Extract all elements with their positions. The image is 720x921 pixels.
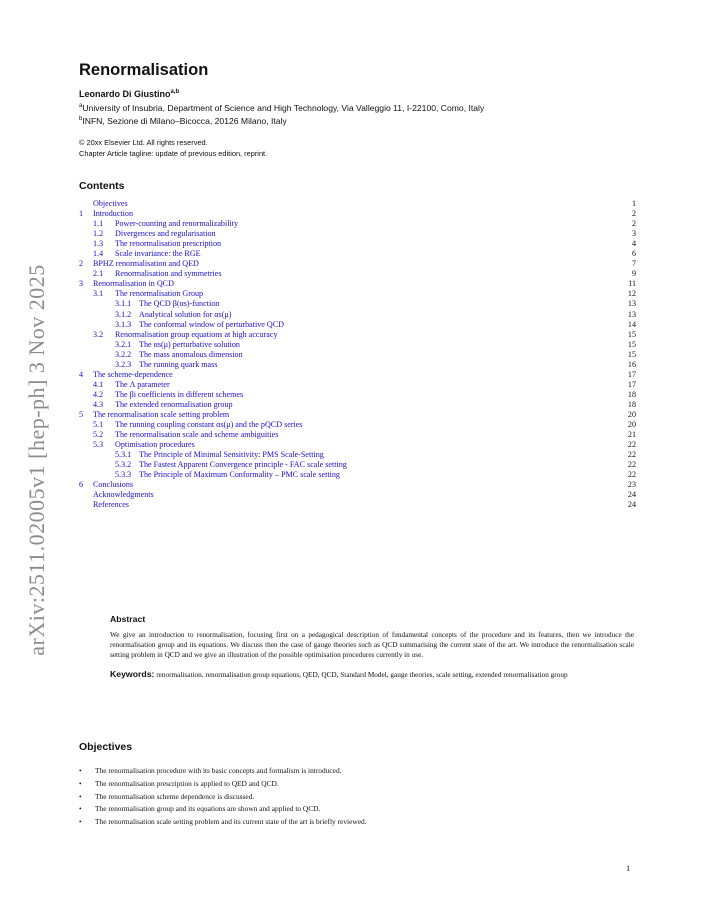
toc-entry-link[interactable]: The renormalisation scale setting problem [93,409,230,419]
toc-entry-page: 15 [627,329,636,339]
toc-entry-page: 23 [627,480,636,490]
toc-entry-link[interactable]: The QCD β(αs)-function [139,299,220,309]
toc-entry-number: 3.1.2 [115,309,132,319]
toc-entry-number: 1.1 [93,219,104,229]
objectives-heading: Objectives [79,741,133,753]
toc-entry[interactable] [79,229,636,239]
table-of-contents [79,199,636,510]
author-name: Leonardo Di Giustino [79,89,171,99]
toc-entry-page: 14 [627,319,636,329]
toc-entry[interactable] [79,330,636,340]
toc-entry-link[interactable]: The mass anomalous dimension [139,349,243,359]
toc-entry-page: 20 [627,409,636,419]
objective-item [79,791,639,804]
keywords-label: Keywords: [110,668,155,679]
toc-entry[interactable] [79,440,636,450]
toc-entry-link[interactable]: The renormalisation prescription [115,239,222,249]
toc-entry[interactable] [79,370,636,380]
affiliation-b [79,114,639,127]
toc-entry[interactable] [79,310,636,320]
toc-entry-page: 13 [627,299,636,309]
toc-entry-page: 22 [627,450,636,460]
toc-entry-page: 6 [631,249,636,259]
toc-entry-number: 4 [79,369,84,379]
toc-entry-link[interactable]: BPHZ renormalisation and QED [93,259,199,269]
toc-entry[interactable] [79,500,636,510]
toc-entry-link[interactable]: Renormalisation and symmetries [115,269,222,279]
toc-entry[interactable] [79,400,636,410]
keywords-text: renormalisation, renormalisation group equations, QED, QCD, Standard Model, gauge theories, scale setting, extended renormalisation group [156,670,568,679]
toc-entry-link[interactable]: The Principle of Maximum Conformality – PMC scale setting [139,470,340,480]
toc-entry-number: 4.3 [93,399,104,409]
toc-entry-number: 6 [79,480,84,490]
toc-entry-number: 5.1 [93,420,104,430]
toc-entry-page: 22 [627,460,636,470]
toc-entry[interactable] [79,390,636,400]
abstract-section [110,614,634,680]
toc-entry-page: 17 [627,369,636,379]
toc-entry[interactable] [79,199,636,209]
toc-entry-page: 2 [631,209,636,219]
toc-entry-link[interactable]: Analytical solution for αs(μ) [139,309,232,319]
bullet-icon: • [79,791,82,801]
toc-entry-page: 3 [631,229,636,239]
toc-entry-link[interactable]: The Fastest Apparent Convergence principle - FAC scale setting [139,460,347,470]
toc-entry[interactable] [79,279,636,289]
toc-entry-link[interactable]: Acknowledgments [93,490,154,500]
toc-entry-number: 5.3 [93,440,104,450]
toc-entry-link[interactable]: The conformal window of perturbative QCD [139,319,284,329]
affiliation-mark: b [79,115,83,122]
toc-entry-page: 16 [627,359,636,369]
objective-text: The renormalisation scheme dependence is discussed. [95,791,255,801]
toc-entry-number: 5.2 [93,430,104,440]
toc-entry-page: 2 [631,219,636,229]
toc-entry-link[interactable]: Objectives [93,199,128,208]
toc-entry[interactable] [79,219,636,229]
toc-entry-page: 15 [627,339,636,349]
toc-entry-link[interactable]: Optimisation procedures [115,440,195,450]
objective-text: The renormalisation prescription is applied to QED and QCD. [95,778,279,788]
author-affiliation-marks: a,b [170,89,180,95]
copyright-notice: © 20xx Elsevier Ltd. All rights reserved. [79,137,208,147]
toc-entry-link[interactable]: The αs(μ) perturbative solution [139,339,240,349]
toc-entry-page: 22 [627,470,636,480]
objective-text: The renormalisation scale setting problem and its current state of the art is briefly reviewed. [95,817,367,827]
toc-entry-number: 3.2.2 [115,349,132,359]
toc-entry-link[interactable]: The extended renormalisation group [115,399,233,409]
toc-entry-page: 17 [627,379,636,389]
objective-item [79,803,639,816]
toc-entry-number: 1 [79,209,84,219]
affiliation-text: INFN, Sezione di Milano–Bicocca, 20126 Milano, Italy [82,115,287,126]
objectives-list [79,765,639,829]
toc-entry-number: 3.2 [93,329,104,339]
toc-entry[interactable] [79,320,636,330]
keywords-line [110,669,634,680]
toc-entry-link[interactable]: Renormalisation in QCD [93,279,174,289]
toc-entry-link[interactable]: The βi coefficients in different schemes [115,389,244,399]
toc-entry-number: 3.1.3 [115,319,132,329]
abstract-heading: Abstract [110,614,146,624]
toc-entry-number: 5.3.3 [115,470,132,480]
objective-text: The renormalisation group and its equations are shown and applied to QCD. [95,804,321,814]
toc-entry[interactable] [79,430,636,440]
toc-entry-link[interactable]: Conclusions [93,480,134,490]
bullet-icon: • [79,766,82,775]
bullet-icon: • [79,817,82,827]
paper-title: Renormalisation [79,61,209,79]
toc-entry-page: 4 [631,239,636,249]
toc-entry[interactable] [79,340,636,350]
toc-entry-page: 7 [631,259,636,269]
toc-entry[interactable] [79,249,636,259]
toc-entry-number: 3.2.1 [115,339,132,349]
objective-item [79,816,639,829]
toc-entry[interactable] [79,480,636,490]
toc-entry-link[interactable]: The renormalisation Group [115,289,204,299]
toc-entry[interactable] [79,420,636,430]
bullet-icon: • [79,804,82,814]
toc-entry[interactable] [79,269,636,279]
toc-entry[interactable] [79,239,636,249]
toc-entry[interactable] [79,360,636,370]
toc-entry-number: 3 [79,279,84,289]
toc-entry[interactable] [79,490,636,500]
contents-heading: Contents [79,180,125,192]
toc-entry-link[interactable]: Scale invariance: the RGE [115,249,201,259]
toc-entry-link[interactable]: The scheme-dependence [93,369,173,379]
toc-entry[interactable] [79,460,636,470]
toc-entry[interactable] [79,380,636,390]
toc-entry[interactable] [79,350,636,360]
toc-entry-link[interactable]: References [93,500,129,510]
toc-entry-number: 1.2 [93,229,104,239]
toc-entry[interactable] [79,289,636,299]
toc-entry-link[interactable]: The renormalisation scale and scheme ambiguities [115,430,279,440]
toc-entry-page: 13 [627,309,636,319]
toc-entry-page: 22 [627,440,636,450]
affiliation-a [79,101,639,114]
toc-entry-page: 21 [627,430,636,440]
toc-entry-link[interactable]: The Principle of Minimal Sensitivity: PMS Scale-Setting [139,450,324,460]
affiliation-text: University of Insubria, Department of Science and High Technology, Via Valleggio 11, I-22100, Como, Italy [82,102,485,113]
toc-entry-number: 3.1.1 [115,299,132,309]
toc-entry-page: 12 [627,289,636,299]
toc-entry-link[interactable]: The running quark mass [139,359,218,369]
toc-entry-link[interactable]: Divergences and regularisation [115,229,216,239]
toc-entry-page: 15 [627,349,636,359]
toc-entry[interactable] [79,299,636,309]
toc-entry-number: 4.2 [93,389,104,399]
objective-text: The renormalisation procedure with its basic concepts and formalism is introduced. [95,766,342,775]
toc-entry-page: 18 [627,389,636,399]
toc-entry-page: 11 [628,279,636,289]
toc-entry-link[interactable]: The Λ parameter [115,379,170,389]
toc-entry-number: 5.3.2 [115,460,132,470]
toc-entry-number: 1.4 [93,249,104,259]
toc-entry-number: 2.1 [93,269,104,279]
toc-entry[interactable] [79,450,636,460]
toc-entry-link[interactable]: Power-counting and renormalizability [115,219,239,229]
toc-entry[interactable] [79,209,636,219]
toc-entry-page: 24 [627,490,636,500]
toc-entry-link[interactable]: Introduction [93,209,134,219]
toc-entry-number: 3.2.3 [115,359,132,369]
toc-entry-page: 1 [631,199,636,208]
toc-entry-number: 2 [79,259,84,269]
toc-entry-page: 18 [627,399,636,409]
toc-entry[interactable] [79,259,636,269]
toc-entry-link[interactable]: The running coupling constant αs(μ) and the pQCD series [115,420,303,430]
toc-entry[interactable] [79,470,636,480]
chapter-tagline: Chapter Article tagline: update of previous edition, reprint. [79,148,268,158]
paper-header [79,61,639,159]
abstract-text: We give an introduction to renormalisation, focusing first on a pedagogical description of fundamental concepts of the procedure and its features, then we introduce the renormalisation group and its equations. We discuss then the case of gauge theories such as QCD summarising the current state of the art. We introduce the renormalisation scale setting problem in QCD and we give an illustration of the possible optimisation procedures currently in use. [110,631,634,660]
arxiv-identifier-stamp[interactable]: arXiv:2511.02005v1 [hep-ph] 3 Nov 2025 [24,264,49,656]
toc-entry-number: 5.3.1 [115,450,132,460]
toc-entry-number: 4.1 [93,379,104,389]
toc-entry-page: 20 [627,420,636,430]
author-line [79,89,639,99]
toc-entry-number: 3.1 [93,289,104,299]
toc-entry[interactable] [79,410,636,420]
toc-entry-page: 24 [627,500,636,510]
toc-entry-page: 9 [631,269,636,279]
page-number: 1 [626,863,631,873]
bullet-icon: • [79,778,82,788]
toc-entry-link[interactable]: Renormalisation group equations at high accuracy [115,329,278,339]
toc-entry-number: 1.3 [93,239,104,249]
affiliation-mark: a [79,103,83,109]
objective-item [79,778,639,791]
objective-item [79,765,639,778]
toc-entry-number: 5 [79,409,84,419]
